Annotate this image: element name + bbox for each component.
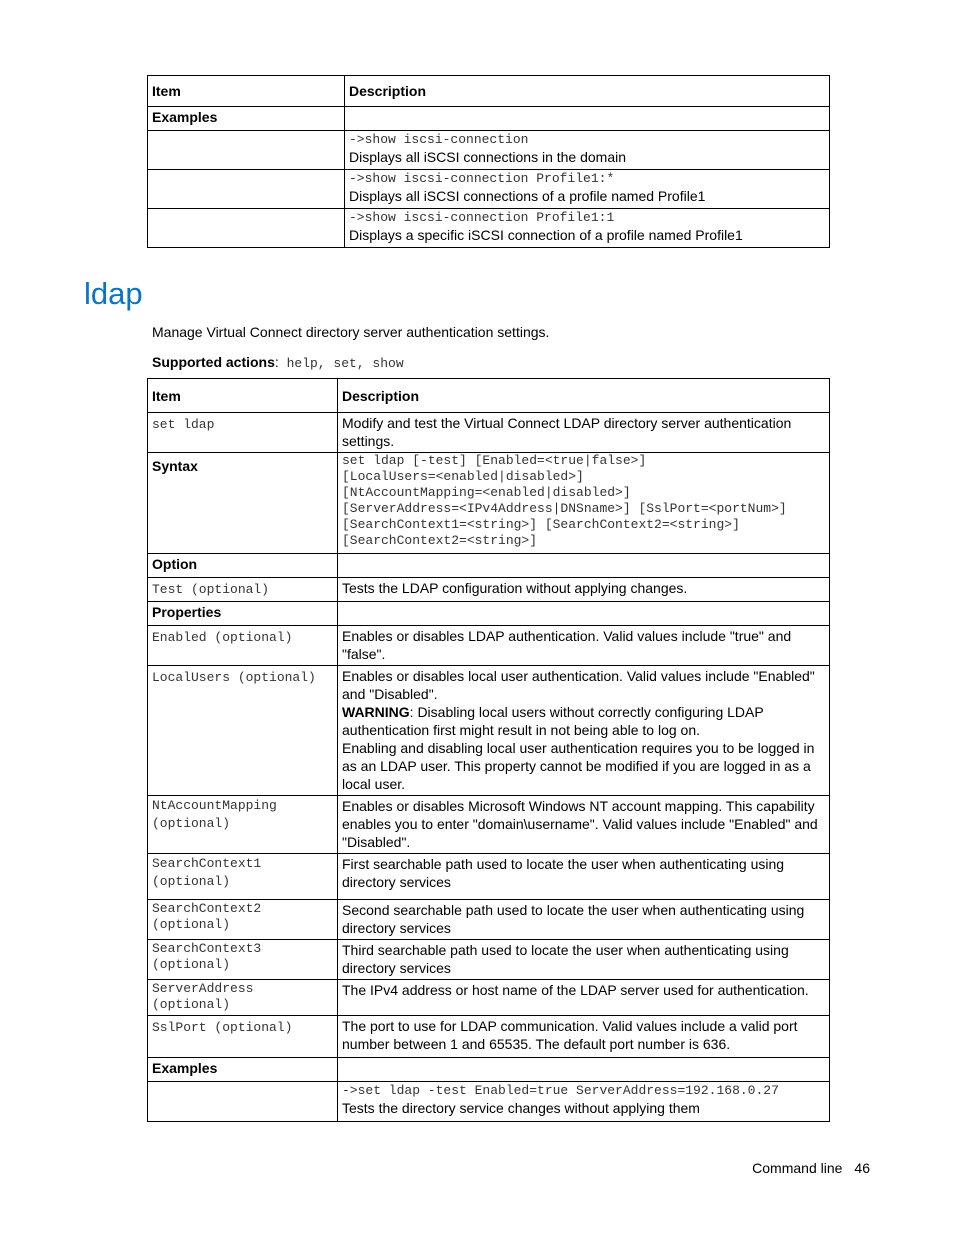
- item-description: The IPv4 address or host name of the LDAP server used for authentication.: [338, 980, 830, 1016]
- item-description: Enables or disables LDAP authentication. Valid values include "true" and "false".: [338, 626, 830, 666]
- header-description: Description: [338, 379, 830, 413]
- item-qualifier: (optional): [152, 874, 231, 889]
- item-description: Tests the LDAP configuration without applying changes.: [338, 578, 830, 602]
- example-description: Tests the directory service changes without applying them: [342, 1100, 700, 1116]
- item-qualifier: (optional): [152, 997, 231, 1012]
- section-label: Examples: [148, 107, 345, 131]
- item-name: SearchContext3: [152, 941, 262, 956]
- syntax-block: [338, 453, 830, 554]
- item-description: Modify and test the Virtual Connect LDAP directory server authentication settings.: [338, 413, 830, 453]
- syntax-line: set ldap [-test] [Enabled=<true|false>]: [342, 453, 647, 468]
- header-item: Item: [148, 76, 345, 107]
- table-row: [148, 131, 830, 170]
- supported-actions: [152, 352, 404, 374]
- syntax-line: [SearchContext2=<string>]: [342, 533, 538, 548]
- item-name: set ldap: [152, 417, 215, 432]
- item-name: SearchContext2: [152, 901, 262, 916]
- example-command: ->set ldap -test Enabled=true ServerAddress=192.168.0.27: [342, 1083, 779, 1098]
- section-row-properties: [148, 602, 830, 626]
- table-row: [148, 666, 830, 796]
- table-row: [148, 900, 830, 940]
- iscsi-connection-table: [147, 75, 830, 248]
- table-row: [148, 170, 830, 209]
- section-label: Properties: [148, 602, 338, 626]
- page-footer: [740, 1158, 870, 1178]
- section-title: ldap: [84, 276, 143, 311]
- example-command: ->show iscsi-connection Profile1:*: [349, 171, 615, 186]
- table-row: [148, 854, 830, 900]
- item-name: Enabled (optional): [152, 630, 293, 645]
- section-label: Examples: [148, 1058, 338, 1082]
- item-name: SearchContext1: [152, 856, 262, 871]
- example-command: ->show iscsi-connection: [349, 132, 529, 147]
- section-row-examples: [148, 1058, 830, 1082]
- page-number: 46: [854, 1160, 870, 1176]
- section-label: Option: [148, 554, 338, 578]
- example-description: Displays a specific iSCSI connection of a profile named Profile1: [349, 227, 743, 243]
- item-name: LocalUsers (optional): [152, 670, 316, 685]
- table-row: [148, 940, 830, 980]
- ldap-table: [147, 378, 830, 1122]
- syntax-line: [LocalUsers=<enabled|disabled>]: [342, 469, 584, 484]
- item-qualifier: (optional): [152, 917, 231, 932]
- supported-actions-separator: :: [274, 354, 279, 370]
- example-command: ->show iscsi-connection Profile1:1: [349, 210, 615, 225]
- item-qualifier: (optional): [152, 957, 231, 972]
- syntax-line: [ServerAddress=<IPv4Address|DNSname>] [SslPort=<portNum>]: [342, 501, 787, 516]
- header-item: Item: [148, 379, 338, 413]
- supported-actions-list: help, set, show: [278, 356, 404, 371]
- warning-note: [342, 703, 825, 739]
- section-row-examples: [148, 107, 830, 131]
- item-description: The port to use for LDAP communication. Valid values include a valid port number between 1 and 65535. The default port number is 636.: [338, 1016, 830, 1058]
- table-header-row: [148, 76, 830, 107]
- item-description: Second searchable path used to locate the user when authenticating using directory services: [338, 900, 830, 940]
- footer-section-name: Command line: [752, 1160, 843, 1176]
- syntax-line: [SearchContext1=<string>] [SearchContext2=<string>]: [342, 517, 740, 532]
- section-intro: Manage Virtual Connect directory server authentication settings.: [152, 324, 550, 340]
- item-qualifier: (optional): [152, 816, 231, 831]
- syntax-label: Syntax: [148, 453, 338, 554]
- supported-actions-label: Supported actions: [152, 354, 275, 370]
- item-name: NtAccountMapping: [152, 798, 277, 813]
- example-description: Displays all iSCSI connections in the domain: [349, 149, 627, 165]
- table-header-row: [148, 379, 830, 413]
- table-row: [148, 578, 830, 602]
- table-row: [148, 626, 830, 666]
- table-row: [148, 1016, 830, 1058]
- table-row-syntax: [148, 453, 830, 554]
- item-description: Third searchable path used to locate the user when authenticating using directory services: [338, 940, 830, 980]
- item-description: Enables or disables Microsoft Windows NT account mapping. This capability enables you to enter "domain\username". Valid values include "Enabled" and "Disabled".: [338, 796, 830, 854]
- section-row-option: [148, 554, 830, 578]
- warning-text: : Disabling local users without correctly configuring LDAP authentication first might result in not being able to log on.: [342, 704, 764, 738]
- item-description-extra: Enabling and disabling local user authentication requires you to be logged in as an LDAP user. This property cannot be modified if you are logged in as a local user.: [342, 740, 815, 792]
- header-description: Description: [345, 76, 830, 107]
- item-description: Enables or disables local user authentication. Valid values include "Enabled" and "Disabled".: [342, 668, 815, 702]
- item-name: SslPort (optional): [152, 1020, 293, 1035]
- table-row-set-ldap: [148, 413, 830, 453]
- warning-label: WARNING: [342, 704, 410, 720]
- item-description: First searchable path used to locate the user when authenticating using directory services: [338, 854, 830, 900]
- table-row: [148, 796, 830, 854]
- item-name: Test (optional): [152, 582, 270, 597]
- table-row: [148, 980, 830, 1016]
- example-description: Displays all iSCSI connections of a profile named Profile1: [349, 188, 706, 204]
- syntax-line: [NtAccountMapping=<enabled|disabled>]: [342, 485, 631, 500]
- item-name: ServerAddress: [152, 981, 254, 996]
- table-row: [148, 209, 830, 248]
- table-row: [148, 1082, 830, 1122]
